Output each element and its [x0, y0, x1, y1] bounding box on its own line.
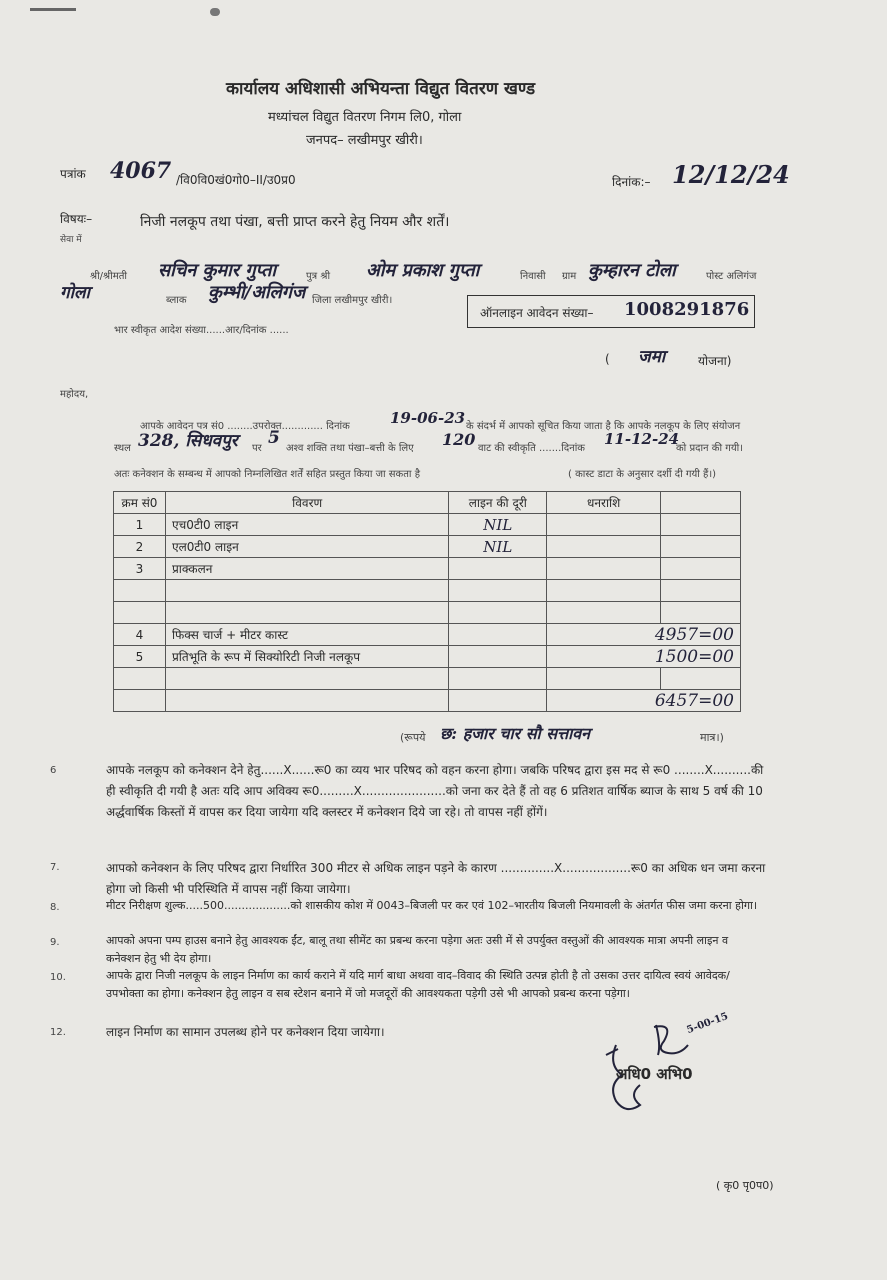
col-header-sn: क्रम सं0 [114, 492, 166, 514]
term-number: 9. [50, 937, 60, 948]
row-distance: NIL [449, 536, 547, 558]
row-amount [547, 668, 661, 690]
row-sn: 2 [114, 536, 166, 558]
load-order-text: भार स्वीकृत आदेश संख्या......आर/दिनांक ...... [114, 325, 289, 336]
row-amount [547, 580, 661, 602]
scheme-value: जमा [638, 347, 666, 367]
para2-text: अतः कनेक्शन के सम्बन्ध में आपको निम्नलिखित शर्तें सहित प्रस्तुत किया जा सकता है [114, 469, 421, 480]
scan-mark [210, 8, 220, 16]
para1-part-d: पर [252, 443, 262, 454]
row-sn: 1 [114, 514, 166, 536]
col-header-distance: लाइन की दूरी [449, 492, 547, 514]
subject-label: विषयः– [60, 212, 93, 226]
term-text: आपको अपना पम्प हाउस बनाने हेतु आवश्यक ईंट, बालू तथा सीमेंट का प्रबन्ध करना पड़ेगा अतः उसी में से उपर्युक्त वस्तुओं की आवश्यक मात्रा अपनी लाइन व कनेक्शन हेतु भी देय होगा। [106, 934, 729, 965]
row-sn [114, 668, 166, 690]
scan-mark [30, 8, 76, 11]
col-header-amount: धनराशि [547, 492, 661, 514]
office-title: कार्यालय अधिशासी अभियन्ता विद्युत वितरण खण्ड [226, 79, 536, 99]
niwasi-label: निवासी [520, 271, 546, 282]
father-name: ओम प्रकाश गुप्ता [366, 260, 480, 281]
row-blank [661, 668, 741, 690]
post-extra: गोला [60, 283, 90, 303]
cost-table [113, 491, 741, 712]
signature-title: अधि0 अभि0 [616, 1065, 693, 1083]
row-desc: फिक्स चार्ज + मीटर कास्ट [165, 624, 448, 646]
row-sn: 5 [114, 646, 166, 668]
row-desc: एच0टी0 लाइन [165, 514, 448, 536]
para1-part-f: वाट की स्वीकृति .......दिनांक [478, 443, 585, 454]
row-desc [165, 668, 448, 690]
term-text: आपके नलकूप को कनेक्शन देने हेतु......X......रू0 का व्यय भार परिषद को वहन करना होगा। जबकि परिषद द्वारा इस मद से रू0 ........X..........की ही स्वीकृति दी गयी है अतः यदि आप अविक्य रू0.........X......................को जना कर देते हैं तो वह 6 प्रतिशत वार्षिक ब्याज के साथ 5 वर्ष की 10 अर्द्धवार्षिक किस्तों में वापस कर दिया जायेगा यदि क्लस्टर में कनेक्शन दिये जा रहे। तो वापस नहीं होंगें। [106, 763, 764, 819]
table-row [114, 624, 741, 646]
table-row [114, 668, 741, 690]
table-row [114, 558, 741, 580]
para1-part-e: अश्व शक्ति तथा पंखा–बत्ती के लिए [286, 443, 414, 454]
scheme-close: योजना) [698, 354, 732, 368]
col-header-desc: विवरण [165, 492, 448, 514]
rupees-suffix: मात्र।) [700, 731, 724, 744]
subject-text: निजी नलकूप तथा पंखा, बत्ती प्राप्त करने हेतु नियम और शर्तें। [140, 214, 450, 230]
row-desc [165, 580, 448, 602]
block-name: कुम्भी/अलिगंज [208, 282, 306, 303]
term-text: आपको कनेक्शन के लिए परिषद द्वारा निर्धारित 300 मीटर से अधिक लाइन पड़ने के कारण ..............X..................रू0 का अधिक धन जमा करना होगा जो किसी भी परिस्थिति में वापस नहीं किया जायेगा। [106, 861, 766, 896]
online-app-label: ऑनलाइन आवेदन संख्या– [480, 306, 594, 320]
term-text: आपके द्वारा निजी नलकूप के लाइन निर्माण का कार्य कराने में यदि मार्ग बाधा अथवा वाद–विवाद की स्थिति उत्पन्न होती है तो उसका उत्तर दायित्व स्वयं आवेदक/उपभोक्ता का होगा। कनेक्शन हेतु लाइन व सब स्टेशन बनाने में जो मजदूरों की आवश्यकता पड़ेगी उसे भी आपको प्रबन्ध करना पड़ेगा। [106, 969, 730, 1000]
row-distance [449, 646, 547, 668]
mahoday: महोदय, [60, 389, 89, 400]
row-desc [165, 690, 448, 712]
col-header-blank [661, 492, 741, 514]
term-number: 8. [50, 902, 60, 913]
row-distance [449, 558, 547, 580]
row-blank [661, 536, 741, 558]
table-row-total [114, 690, 741, 712]
para1-part-a: आपके आवेदन पत्र सं0 ........उपरोक्त............. दिनांक [140, 421, 350, 432]
scheme-open: ( [605, 352, 610, 366]
gram-label: ग्राम [562, 271, 577, 282]
table-row [114, 580, 741, 602]
para1-part-c: स्थल [114, 443, 131, 454]
row-distance [449, 690, 547, 712]
ref-number: 4067 [110, 158, 172, 184]
term-text: मीटर निरीक्षण शुल्क.....500...................को शासकीय कोश में 0043–बिजली पर कर एवं 102–भारतीय बिजली नियमावली के अंतर्गत फीस जमा करना होगा। [106, 899, 758, 912]
ref-code: /वि0वि0खं0गो0–II/उ0प्र0 [176, 173, 296, 187]
para1-approval-date: 11-12-24 [604, 430, 680, 448]
row-desc: एल0टी0 लाइन [165, 536, 448, 558]
row-amount [547, 558, 661, 580]
row-distance [449, 602, 547, 624]
online-app-number: 1008291876 [624, 299, 750, 320]
term-number: 6 [50, 765, 57, 776]
row-sn: 3 [114, 558, 166, 580]
seva-label: सेवा में [60, 235, 82, 245]
office-subtitle: मध्यांचल विद्युत वितरण निगम लि0, गोला [268, 110, 462, 125]
row-distance [449, 624, 547, 646]
office-district: जनपद– लखीमपुर खीरी। [306, 133, 423, 148]
row-distance [449, 668, 547, 690]
block-label: ब्लाक [166, 295, 187, 306]
row-sn [114, 690, 166, 712]
row-amount [547, 514, 661, 536]
para1-hp: 5 [268, 428, 280, 448]
signature-note: 5-00-15 [685, 1010, 730, 1037]
term-number: 7. [50, 862, 60, 873]
village-name: कुम्हारन टोला [588, 260, 676, 281]
para1-site: 328, सिधवपुर [138, 431, 238, 451]
applicant-name: सचिन कुमार गुप्ता [158, 260, 276, 281]
putra-label: पुत्र श्री [306, 271, 331, 282]
table-row [114, 646, 741, 668]
row-distance [449, 580, 547, 602]
rupees-in-words: छ: हजार चार सौ सत्तावन [440, 724, 591, 743]
para1-part-g: को प्रदान की गयी। [676, 443, 744, 454]
row-amount [547, 536, 661, 558]
page-continue-note: ( कृ0 पृ0प0) [716, 1179, 774, 1192]
row-desc: प्राक्कलन [165, 558, 448, 580]
row-amount: 4957=00 [547, 624, 741, 646]
row-distance: NIL [449, 514, 547, 536]
date-value: 12/12/24 [672, 160, 790, 189]
table-header-row [114, 492, 741, 514]
row-sn [114, 580, 166, 602]
row-desc: प्रतिभूति के रूप में सिक्योरिटी निजी नलकूप [165, 646, 448, 668]
term-number: 10. [50, 972, 66, 983]
row-amount [547, 602, 661, 624]
row-desc [165, 602, 448, 624]
table-row [114, 514, 741, 536]
row-blank [661, 514, 741, 536]
ref-label: पत्रांक [60, 167, 86, 181]
post-label: पोस्ट अलिगंज [706, 271, 757, 282]
row-sn [114, 602, 166, 624]
para2-note: ( कास्ट डाटा के अनुसार दर्शी दी गयी हैं।) [568, 469, 717, 480]
rupees-label: (रूपये [400, 731, 426, 744]
district-text: जिला लखीमपुर खीरी। [312, 295, 393, 306]
table-row [114, 602, 741, 624]
row-blank [661, 602, 741, 624]
para1-watt: 120 [442, 430, 476, 449]
para1-part-b: के संदर्भ में आपको सूचित किया जाता है कि आपके नलकूप के लिए संयोजन [466, 421, 741, 432]
para1-date: 19-06-23 [390, 409, 466, 427]
term-number: 12. [50, 1027, 66, 1038]
row-blank [661, 558, 741, 580]
table-row [114, 536, 741, 558]
shri-label: श्री/श्रीमती [90, 271, 127, 282]
date-label: दिनांक:– [612, 175, 651, 189]
total-amount: 6457=00 [547, 690, 741, 712]
row-sn: 4 [114, 624, 166, 646]
row-blank [661, 580, 741, 602]
row-amount: 1500=00 [547, 646, 741, 668]
term-text: लाइन निर्माण का सामान उपलब्ध होने पर कनेक्शन दिया जायेगा। [106, 1025, 385, 1039]
